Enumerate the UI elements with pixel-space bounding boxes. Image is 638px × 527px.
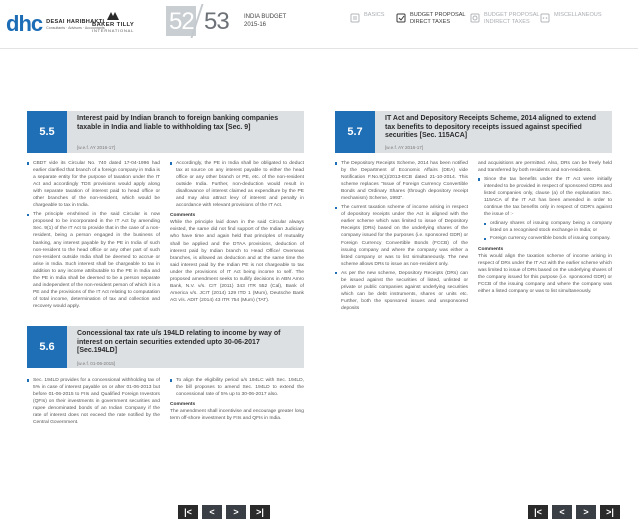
indirect-taxes-icon: [470, 13, 480, 23]
section-title: IT Act and Depository Receipts Scheme, 2014 aligned to extend tax benefits to depository receipts issued against specified securities [Sec. 115ACA]: [385, 115, 596, 140]
section-5-6: [27, 326, 304, 368]
section-number: 5.6: [27, 326, 67, 368]
section-header: [335, 111, 612, 153]
list-item: CBDT vide its Circular No. 740 dated 17-04-1996 had earlier clarified that branch of a foreign company in India is a separate entity for the purpose of taxation under the IT Act and accordingly TDS provisions would apply along with separate taxation of interest paid to head office or other branches of the non-resident, which would be chargeable to tax in India.: [27, 160, 160, 209]
page-total: 53: [204, 8, 229, 35]
dhc-logo: [6, 9, 105, 39]
last-page-icon: >|: [256, 506, 264, 517]
section-number: 5.5: [27, 111, 67, 153]
last-page-button[interactable]: [250, 505, 270, 519]
sub-list-item: ordinary shares of issuing company being a company listed on a recognised stock exchange in India; or: [478, 220, 612, 234]
list-item: The current taxation scheme of income arising in respect of depository receipts under the Act is aligned with the earlier scheme which was limited to issue of Depository Receipts (DRs) based on the underlying shares of the company issued for the purposes (i.e. sponsored GDR) or Foreign Currency Convertible Bonds (FCCB) of the issuing company and where the company was either a listed company or was to list simultaneously. The new scheme allows DRs to issue as non-resident only.: [335, 204, 468, 267]
section-5-7-body: [335, 160, 612, 314]
column-left: [27, 160, 160, 312]
list-item: As per the new scheme, Depository Receipts (DRs) can be issued against the securities of listed, unlisted or private or public companies against underlying securities which can be debt instruments, shares or units etc. Further, both the sponsored issues and unsponsored deposits: [335, 270, 468, 312]
list-item: To align the eligibility period u/s 194LC with Sec. 194LD, the bill proposes to amend Sec. 194LD to extend the concessional rate of 5% up to 30-06-2017 also.: [170, 377, 304, 398]
firm-tagline: Consultants · Advisors · Accountants: [46, 25, 105, 30]
page-header: [0, 0, 638, 60]
basics-icon: [350, 13, 360, 23]
section-header: [27, 111, 304, 153]
section-5-5-body: [27, 160, 304, 312]
section-header: [27, 326, 304, 368]
next-page-button[interactable]: [226, 505, 246, 519]
list-item: Since the tax benefits under the IT Act were initially intended to be provided in respect of sponsored GDRs and listed companies only, clause (a) of the explanation Sec. 115ACA of the IT Act has been amended in order to continue the tax benefits only in respect of GDR's against the issue of :-: [478, 176, 612, 218]
firm-name: DESAI HARIBHAKTI: [46, 18, 105, 25]
comments-heading: Comments: [170, 213, 196, 219]
nav-direct-taxes[interactable]: BUDGET PROPOSAL DIRECT TAXES: [396, 12, 466, 25]
continued-text: and acquisitions are permitted. Also, DRs can be freely held and transferred by both residents and non-residents.: [478, 161, 612, 174]
next-page-icon: >: [233, 506, 239, 517]
page-navigation-right: [528, 505, 620, 519]
previous-page-icon: <: [209, 506, 215, 517]
section-5-7: [335, 111, 612, 153]
section-effective-date: [w.e.f. 01-06-2015]: [77, 361, 116, 366]
nav-indirect-taxes[interactable]: BUDGET PROPOSAL INDIRECT TAXES: [470, 12, 540, 25]
partner-name: BAKER TILLY: [92, 22, 135, 28]
page-navigation-left: [178, 505, 270, 519]
section-title: Concessional tax rate u/s 194LD relating to income by way of interest on certain securities extended upto 30-06-2017 [Sec.194LD]: [77, 330, 281, 355]
budget-title: INDIA BUDGET 2015-16: [244, 14, 287, 28]
partner-sub: INTERNATIONAL: [92, 28, 135, 33]
miscellaneous-icon: [540, 13, 550, 23]
first-page-button[interactable]: [178, 505, 198, 519]
previous-page-button[interactable]: [202, 505, 222, 519]
section-5-6-body: [27, 377, 304, 428]
list-item: Sec. 194LD provides for a concessional withholding tax of 5% in case of interest payable on or after 01-06-2013 but before 01-06-2015 to FIIs and Qualified Foreign Investors (QFIs) on their investments in government securities and rupee denominated bonds of an Indian Company if the rate of interest does not exceed the rate notified by the Central Government.: [27, 377, 160, 426]
first-page-icon: |<: [184, 506, 192, 517]
baker-tilly-logo: [92, 11, 134, 33]
list-item: Accordingly, the PE in India shall be obligated to deduct tax at source on any interest payable to either the head office or any other branch or PE, etc. of the non-resident outside India. Further, non-deduction would result in disallowance of interest claimed as expenditure by the PE and may also attract levy of interest and penalty in accordance with relevant provisions of the IT Act.: [170, 160, 304, 209]
column-right: [170, 377, 304, 428]
comments-text: The amendment shall incentivise and encourage greater long term off-shore investment by FIIs and QFIs in India.: [170, 409, 304, 422]
page-current: 52: [169, 8, 194, 35]
comments-text: While the principle laid down in the said Circular always existed, the same did not find support of the Indian Judiciary who have time and again held that principles of mutuality shall be applied and the DTAA provisions, deduction of interest paid by Indian branch to Head Office/ Overseas branches, is allowed as deduction and at the same time the said interest paid by the Indian PE is not chargeable to tax under the provisions of IT Act being income to self. The proposed amendment seeks to nullify decisions in ABN Amro Bank, N.V. v/s. CIT (2011) 343 ITR 552 (Cal), Bank of America v/s. JCIT (2014) 129 ITD 1 (Mum), Deutsche Bank AG v/s. ADIT (2014) 43 ITR 754 (Mum) (TAT).: [170, 220, 304, 303]
comments-text: This would align the taxation scheme of income arising in respect of DRs under the IT Act with the earlier scheme which was limited to issue of DRs based on the underlying shares of the company issued for this purpose (i.e. sponsored GDR) or FCCB of the issuing company and where the company was either a listed company or was to list simultaneously.: [478, 253, 612, 294]
nav-basics[interactable]: BASICS: [350, 12, 385, 23]
nav-miscellaneous[interactable]: MISCELLANEOUS: [540, 12, 602, 23]
last-page-icon: >|: [606, 506, 614, 517]
section-5-5: [27, 111, 304, 153]
sub-list-item: Foreign currency convertible bonds of issuing company.: [478, 235, 612, 242]
first-page-button[interactable]: [528, 505, 548, 519]
direct-taxes-icon: [396, 13, 406, 23]
column-left: [335, 160, 468, 314]
comments-heading: Comments: [478, 246, 504, 252]
next-page-button[interactable]: [576, 505, 596, 519]
next-page-icon: >: [583, 506, 589, 517]
comments-heading: Comments: [170, 402, 196, 408]
last-page-button[interactable]: [600, 505, 620, 519]
section-effective-date: [w.e.f. AY 2016-17]: [385, 145, 424, 150]
previous-page-button[interactable]: [552, 505, 572, 519]
list-item: The principle enshrined in the said Circular is now proposed to be incorporated in the IT Act by amending Sec. 9(1) of the IT Act to provide that in the case of a non-resident, being a person engaged in the business of banking, any interest payable by the PE in India of such non-resident to the head office or any other part of such non-resident outside India shall be deemed to accrue or arise in India. Such interest shall be chargeable to tax in addition to any income attributable to the PE in India and the PE in India shall be deemed to be a person separate and independent of the non-resident person of which it is a PE and the provisions of the IT Act relating to computation of total income, determination of tax and collection and recovery would apply.: [27, 211, 160, 310]
previous-page-icon: <: [559, 506, 565, 517]
dhc-logo-mark: dhc: [6, 11, 43, 36]
first-page-icon: |<: [534, 506, 542, 517]
column-right: [170, 160, 304, 312]
baker-tilly-icon: [106, 11, 120, 21]
column-right: [478, 160, 612, 314]
header-divider: [0, 48, 638, 49]
list-item: The Depository Receipts Scheme, 2014 has been notified by the Department of Economic Affairs (DEA) vide Notification F.No.9(1)/2013-ECB dated 21-10-2014. This scheme replaces "Issue of Foreign Currency Convertible Bonds and Ordinary Shares (through depository receipt mechanism) Scheme, 1993".: [335, 160, 468, 202]
section-effective-date: [w.e.f. AY 2016-17]: [77, 145, 116, 150]
section-number: 5.7: [335, 111, 375, 153]
column-left: [27, 377, 160, 428]
section-title: Interest paid by Indian branch to foreign banking companies taxable in India and liable to withholding tax [Sec. 9]: [77, 115, 279, 131]
